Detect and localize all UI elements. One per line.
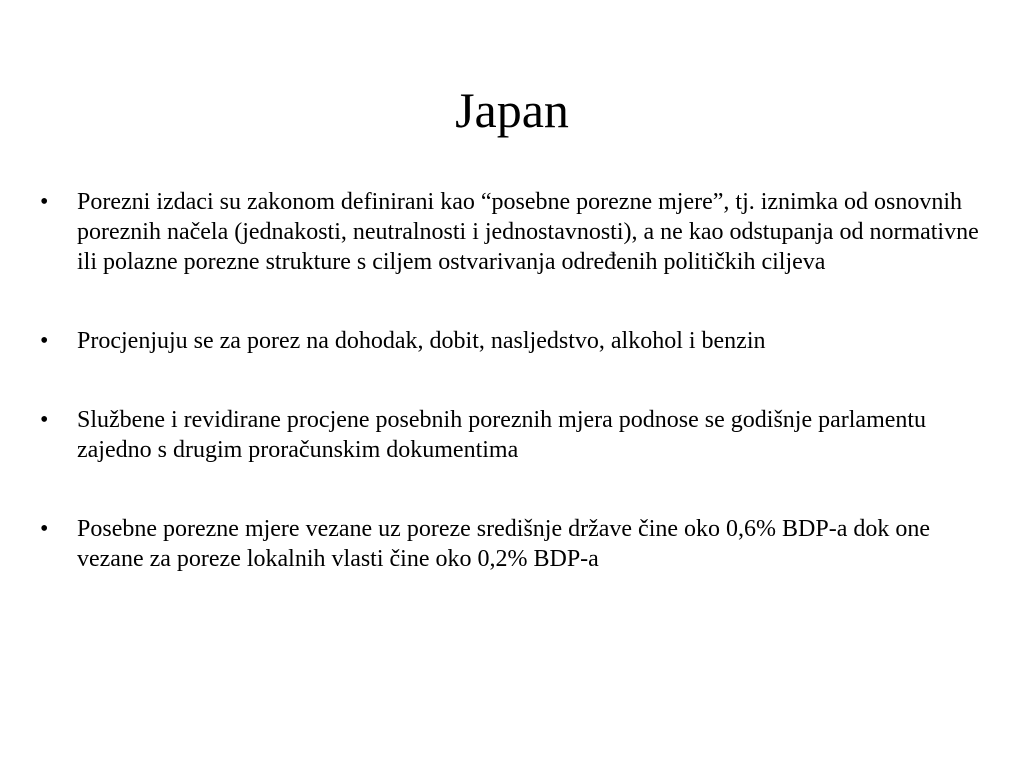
bullet-icon: • <box>40 516 49 542</box>
bullet-item <box>38 514 998 574</box>
bullet-item <box>38 326 998 356</box>
bullet-item <box>38 405 998 465</box>
bullet-text: Porezni izdaci su zakonom definirani kao “posebne porezne mjere”, tj. iznimka od osnovnih poreznih načela (jednakosti, neutralnosti i jednostavnosti), a ne kao odstupanja od normativne ili polazne porezne strukture s ciljem ostvarivanja određenih političkih ciljeva <box>77 189 979 275</box>
bullet-icon: • <box>40 407 49 433</box>
slide-title: Japan <box>455 82 569 138</box>
bullet-text: Procjenjuju se za porez na dohodak, dobit, nasljedstvo, alkohol i benzin <box>77 328 766 354</box>
bullet-item <box>38 187 998 277</box>
bullet-list <box>38 187 998 574</box>
bullet-text: Posebne porezne mjere vezane uz poreze središnje države čine oko 0,6% BDP-a dok one vezane za poreze lokalnih vlasti čine oko 0,2% BDP-a <box>77 516 930 572</box>
bullet-icon: • <box>40 328 49 354</box>
bullet-icon: • <box>40 189 49 215</box>
bullet-text: Službene i revidirane procjene posebnih poreznih mjera podnose se godišnje parlamentu zajedno s drugim proračunskim dokumentima <box>77 407 927 463</box>
